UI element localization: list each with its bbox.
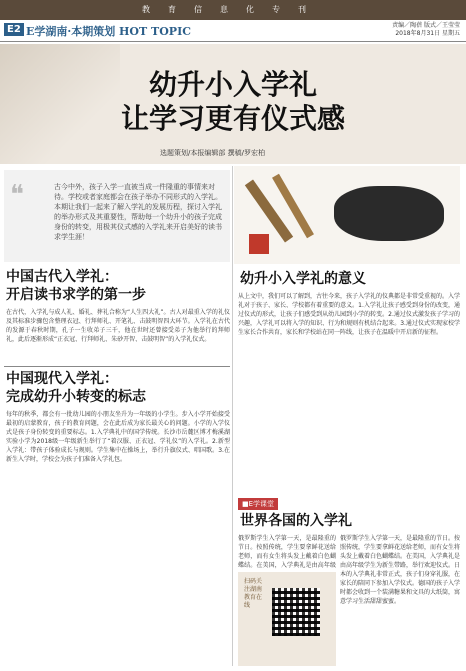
article-body-modern: 每年的秋季，都会有一批幼儿园的小朋友坐升为一年级的小学生。步入小学开始接受最初的启蒙教育，孩子的教育问题，会在此后成为家长最关心的问题。小学的入学仪式是孩子身份转变的重要标志。1.入学典礼中的国学传统。长沙市岳麓区博才梅溪湖实验小学为2018级一年级新生举行了“着汉服、正衣冠、学礼仪”的入学礼。2.新型入学礼：带孩子体验成长与规则。学生集中在操场上，举行升旗仪式、唱国歌。3.在新生入学时，学校会为孩子们准备入学礼包。	[6, 411, 230, 463]
brush-inkstone-image	[234, 166, 460, 264]
masthead	[0, 20, 466, 42]
editor-line: 责编／陶蓓 版式／王莹莹	[392, 22, 460, 29]
qr-code-overlay	[272, 588, 320, 636]
article-title-meaning: 幼升小入学礼的意义	[240, 271, 366, 287]
divider	[4, 366, 230, 367]
hero-title	[0, 68, 466, 136]
seal-stamp-icon	[249, 234, 269, 254]
title-line: 中国古代入学礼：	[6, 269, 118, 285]
article-body-world: 俄罗斯学生入学第一天，是最隆重的节日。按照传统，学生要拿鲜花送给老师，而有女生将头发上戴着白色蝴蝶结。在美国，入学典礼是由高年级学生为新生带路，举行欢迎仪式。日本的入学典礼非常正式，孩子们身穿礼服，在家长的陪同下参加入学仪式。德国的孩子入学时都会收到一个装满糖果和文具的大纸筒，寓意学习生活甜甜蜜蜜。	[340, 535, 460, 605]
article-title-modern	[6, 370, 146, 406]
title-line: 开启读书求学的第一步	[6, 287, 146, 303]
byline: 选题策划/本报编辑部 撰稿/罗宏柏	[160, 149, 265, 157]
article-body-ancient: 在古代，入学礼与成人礼、婚礼、葬礼合称为“人生四大礼”。古人对最重入学的礼仪及其标准步骤包含整理衣冠、行拜师礼、开笔礼、击鼓明智四大环节。入学礼在古代的发源于春秋时期，孔子一生收弟子三千，他在世时还曾接受弟子为他举行的拜师礼，此后逐渐形成“正衣冠、行拜师礼、朱砂开智、击鼓明智”的入学礼仪式。	[6, 309, 230, 343]
banner: 教育信息化专刊	[0, 0, 466, 20]
page-number: E2	[4, 23, 24, 36]
title-line: 完成幼升小转变的标志	[6, 389, 146, 405]
issue-meta	[392, 22, 460, 38]
intro-text: 古今中外，孩子入学一直被当成一件隆重的事情来对待。学校或者家庭都会在孩子举办不同形式的入学礼。本期让我们一起来了解入学礼的发展历程，探讨入学礼的举办形式及其重要性，帮助每一个幼升小的孩子完成身份的转变，用极其仪式感的入学礼来开启美好的读书求学生涯！	[54, 183, 222, 241]
title-line: 中国现代入学礼：	[6, 371, 118, 387]
intro-box	[4, 170, 230, 262]
hero-title-line-2: 让学习更有仪式感	[120, 102, 345, 135]
column-divider	[232, 166, 233, 666]
article-body-meaning: 从上文中，我们可以了解到，古往今来，孩子入学礼的仪典都是非常受重视的。入学礼对于孩子、家长、学校都有着重要的意义。1.入学礼让孩子感受到身份的改变，通过仪式的形式，让孩子们感受到从幼儿园到小学的转变。2.通过仪式激发孩子学习的兴趣，入学礼可以将入学的知识、行为和规则有机结合起来。3.通过仪式实现家校学生家长合作共育，家长和学校站在同一阵线，让孩子在温暖中开启新的征程。	[238, 293, 460, 336]
column-tag: ■E学课堂	[238, 498, 278, 510]
article-title-ancient	[6, 268, 146, 304]
section-title: E学湖南·本期策划 HOT TOPIC	[26, 25, 191, 38]
hero-title-line-1: 幼升小入学礼	[148, 68, 317, 101]
article-title-world: 世界各国的入学礼	[240, 513, 352, 529]
quote-mark-icon: ❝	[10, 180, 24, 210]
date-line: 2018年8月31日 星期五	[395, 30, 460, 37]
inkstone-icon	[334, 186, 444, 241]
qr-ad-text: 扫码关注湖南教育在线	[244, 578, 263, 609]
article-body-world-left: 俄罗斯学生入学第一天，是最隆重的节日。按照传统，学生要拿鲜花送给老师，而有女生将头发上戴着白色蝴蝶结。在美国，入学典礼是由高年级	[238, 535, 336, 569]
